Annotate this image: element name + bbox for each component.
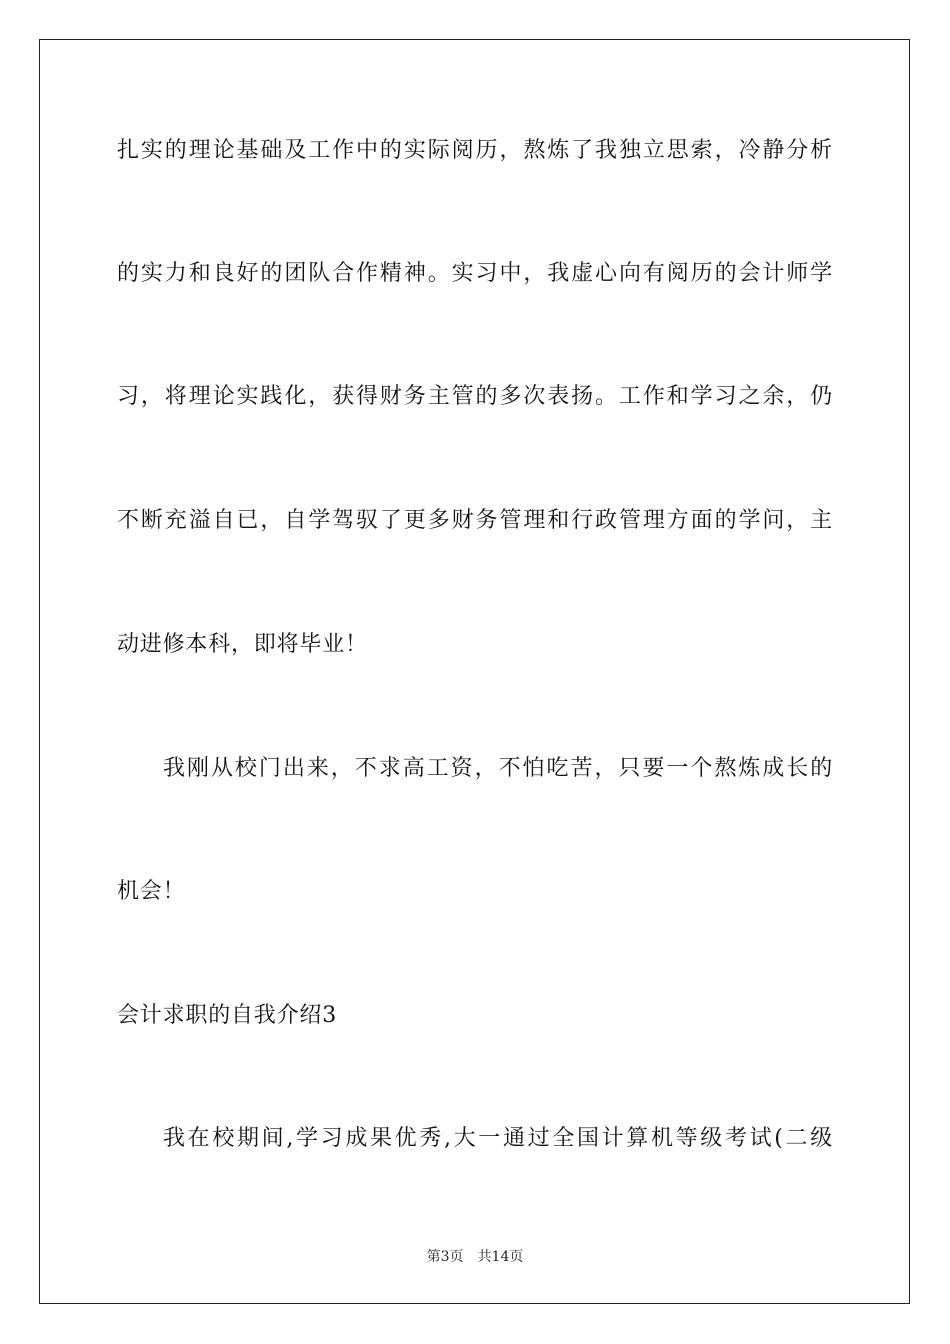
- page-total: 共14页: [477, 1249, 524, 1265]
- paragraph-line: 机会！: [117, 879, 186, 904]
- paragraph-line: 的实力和良好的团队合作精神。实习中，我虚心向有阅历的会计师学: [117, 261, 833, 286]
- paragraph-line: 不断充溢自已，自学驾驭了更多财务管理和行政管理方面的学问，主: [117, 508, 833, 533]
- section-heading: 会计求职的自我介绍3: [117, 1003, 337, 1028]
- paragraph-line: 动进修本科，即将毕业！: [117, 632, 368, 657]
- page-number: 第3页: [426, 1249, 464, 1265]
- paragraph-line: 我在校期间,学习成果优秀,大一通过全国计算机等级考试(二级: [163, 1126, 833, 1151]
- paragraph-line: 习，将理论实践化，获得财务主管的多次表扬。工作和学习之余，仍: [117, 384, 833, 409]
- page-footer: [0, 1247, 950, 1267]
- paragraph-line: 扎实的理论基础及工作中的实际阅历，熬炼了我独立思索，冷静分析: [117, 138, 833, 163]
- paragraph-line: 我刚从校门出来，不求高工资，不怕吃苦，只要一个熬炼成长的: [163, 756, 833, 781]
- page-border: [39, 39, 910, 1304]
